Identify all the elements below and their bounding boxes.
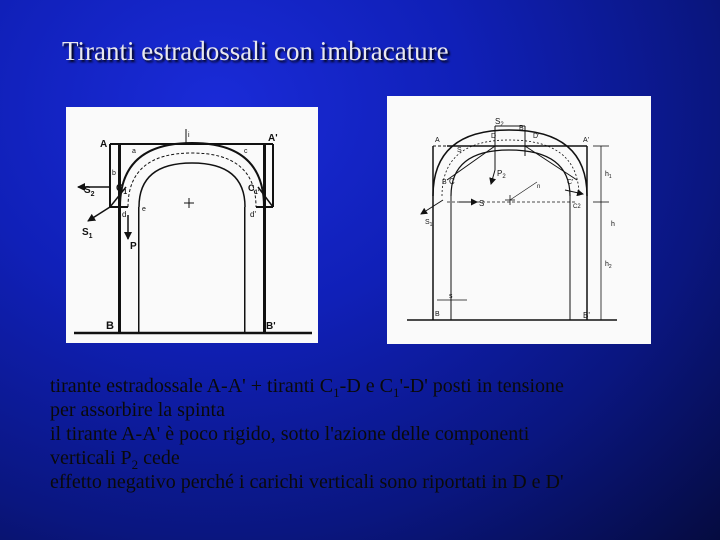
label-d: d (122, 210, 127, 219)
label-p2: $P_2$ (497, 169, 506, 180)
label-a-small: a (132, 148, 136, 155)
right-arch-drawing (387, 96, 651, 344)
force-arrow-p2 (491, 170, 495, 184)
left-pillar-outer (118, 144, 121, 333)
right-pillar-inner (244, 207, 246, 333)
label-c-left: C (449, 177, 455, 186)
label-b: B (106, 320, 114, 332)
force-arrow-s1 (421, 200, 443, 214)
label-c-right: C' (567, 179, 574, 186)
label-n: n (537, 184, 541, 190)
radius-line (510, 182, 537, 200)
force-arrow-s1 (88, 207, 110, 221)
left-pillar-inner (138, 207, 140, 333)
label-e-small: e (142, 206, 146, 213)
arch-intrados (139, 163, 245, 207)
label-s2: $S_2$ (84, 185, 95, 198)
label-s-mid: S (479, 199, 485, 208)
label-s1: $S_1$ (425, 219, 433, 228)
right-pillar-outer (263, 144, 266, 333)
label-h: h (611, 221, 615, 228)
body-line-1: tirante estradossale A-A' + tiranti $C_1-D$ e $C_1'-D'$ posti in tensione (50, 375, 564, 400)
label-bc: B (442, 179, 447, 186)
label-d-top: D (491, 133, 497, 140)
left-tie (447, 146, 495, 180)
label-c2: C2 (573, 204, 581, 210)
label-s1: $S_1$ (82, 227, 93, 240)
label-c-small: c (244, 148, 248, 155)
force-arrow-right (565, 190, 583, 194)
left-arch-drawing (66, 107, 318, 343)
label-h2: $h_2$ (605, 261, 612, 270)
label-b-prime: B' (266, 321, 276, 332)
label-p: P (130, 241, 137, 252)
label-d-prime: d' (250, 210, 256, 219)
label-s-small: s (449, 293, 453, 300)
label-b-bottom: B (435, 311, 440, 318)
body-line-4: verticali $P_2$ cede (50, 447, 180, 472)
label-s: S (457, 147, 462, 154)
label-a-prime: A' (268, 133, 278, 144)
label-b-small: b (112, 170, 116, 177)
right-arch-diagram (387, 96, 651, 344)
label-h1: $h_1$ (605, 171, 612, 180)
label-i-small: i (188, 132, 190, 139)
body-line-3: il tirante A-A' è poco rigido, sotto l'azione delle componenti (50, 423, 530, 445)
slide-body-text (50, 374, 710, 494)
right-tie (525, 146, 577, 180)
label-c1: $C_1$ (116, 183, 128, 196)
label-a-prime: A' (583, 137, 590, 144)
body-line-2: per assorbire la spinta (50, 399, 225, 421)
left-arch-diagram (66, 107, 318, 343)
slide-title: Tiranti estradossali con imbracature (62, 36, 449, 66)
label-s2: $S_2$ (495, 117, 504, 128)
label-a: A (435, 137, 440, 144)
arch-intrados (451, 150, 570, 196)
label-d-prime-top: D' (533, 133, 540, 140)
label-c1-prime: $C_{1'}$ (248, 183, 260, 196)
label-a: A (100, 139, 108, 150)
label-b-prime-bottom: B' (583, 311, 590, 320)
body-line-5: effetto negativo perché i carichi verticali sono riportati in D e D' (50, 471, 564, 493)
label-b-top: B (519, 125, 524, 132)
